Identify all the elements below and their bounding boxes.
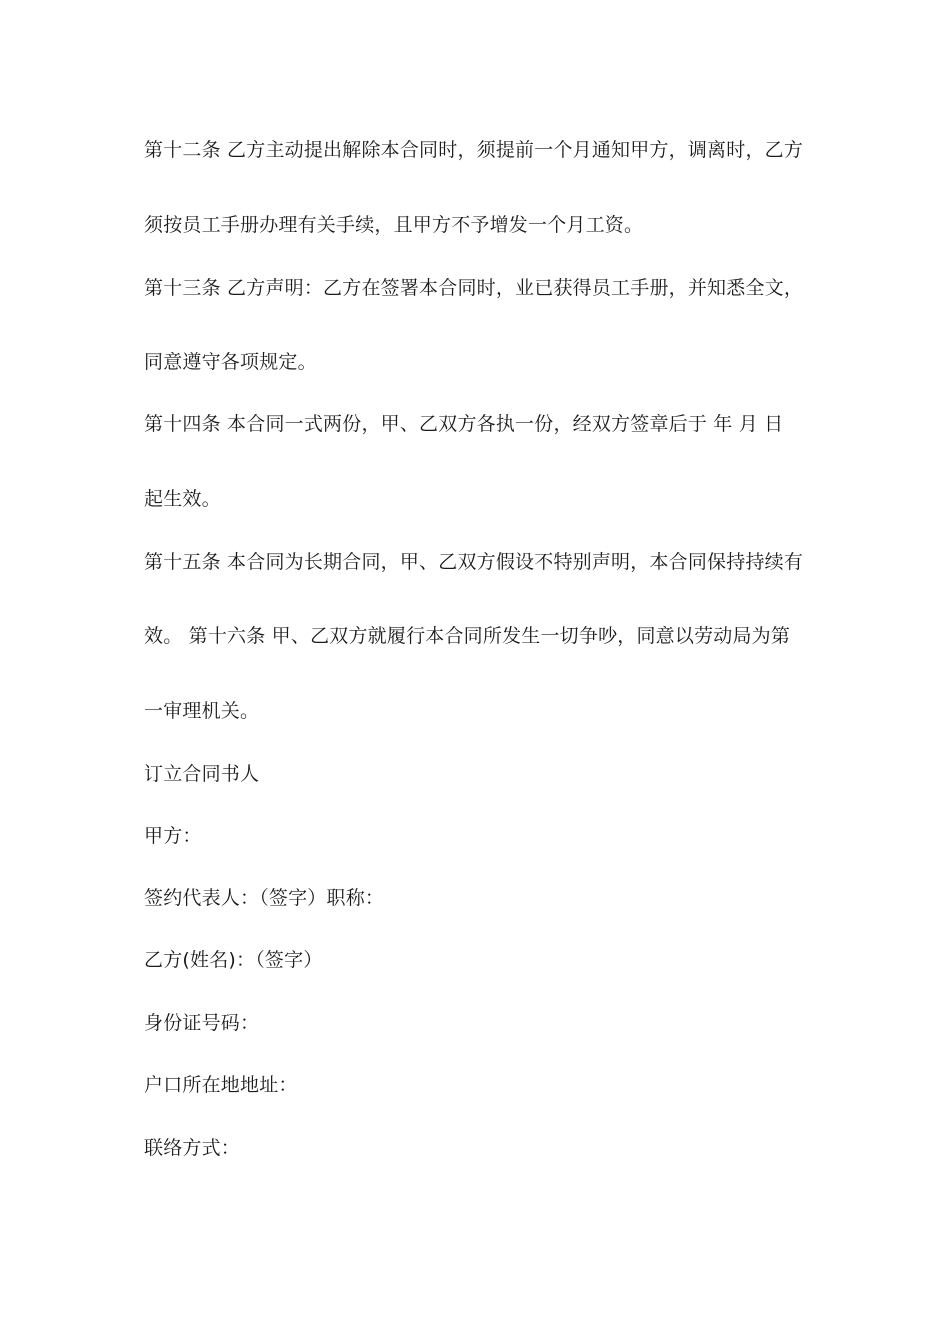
clause-13-line-1: 第十三条 乙方声明：乙方在签署本合同时，业已获得员工手册，并知悉全文， (144, 277, 804, 299)
clause-15-line-1: 第十五条 本合同为长期合同，甲、乙双方假设不特别声明，本合同保持持续有 (144, 551, 804, 573)
clause-15-16-line: 效。 第十六条 甲、乙双方就履行本合同所发生一切争吵，同意以劳动局为第 (144, 625, 791, 647)
clause-13-line-2: 同意遵守各项规定。 (144, 351, 317, 373)
clause-14-line-2: 起生效。 (144, 488, 221, 510)
clause-12-line-1: 第十二条 乙方主动提出解除本合同时，须提前一个月通知甲方，调离时，乙方 (144, 139, 804, 161)
contact-label: 联络方式： (144, 1137, 241, 1159)
clause-16-line-2: 一审理机关。 (144, 700, 260, 722)
clause-12-line-2: 须按员工手册办理有关手续，且甲方不予增发一个月工资。 (144, 214, 644, 236)
representative-label: 签约代表人：（签字）职称： (144, 887, 385, 909)
party-a-label: 甲方： (144, 825, 202, 847)
party-b-label: 乙方(姓名)：（签字） (144, 949, 323, 971)
household-address-label: 户口所在地地址： (144, 1074, 298, 1096)
clause-14-line-1: 第十四条 本合同一式两份，甲、乙双方各执一份，经双方签章后于 年 月 日 (144, 413, 784, 435)
id-number-label: 身份证号码： (144, 1012, 260, 1034)
signature-heading: 订立合同书人 (144, 763, 260, 785)
